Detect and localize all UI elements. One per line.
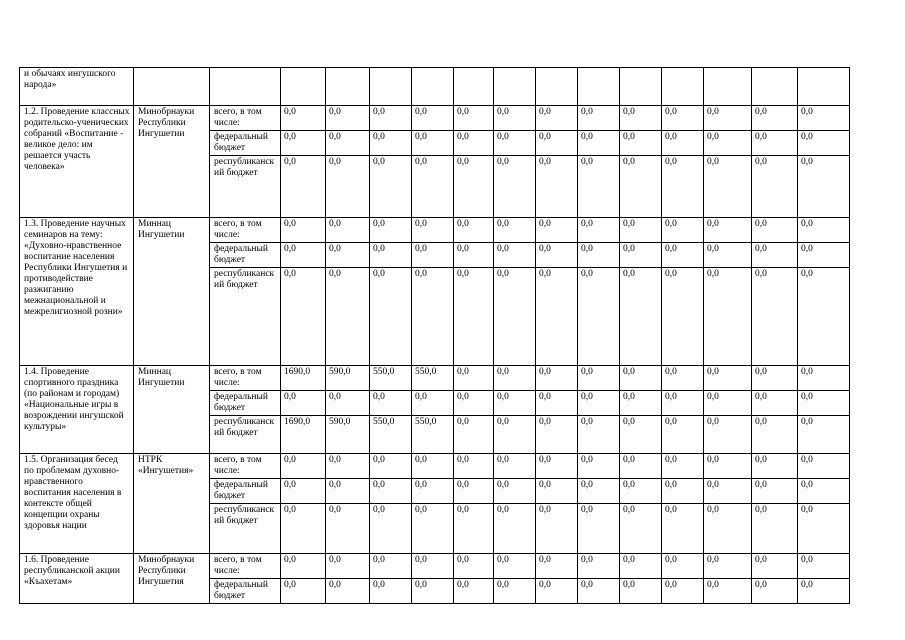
value-cell: 0,0 <box>494 454 536 479</box>
value-cell: 0,0 <box>704 554 752 579</box>
value-cell: 0,0 <box>578 391 620 416</box>
value-cell: 0,0 <box>536 268 578 366</box>
funding-source-cell: республиканский бюджет <box>210 156 281 218</box>
value-cell: 0,0 <box>578 243 620 268</box>
value-cell: 0,0 <box>536 454 578 479</box>
value-cell: 0,0 <box>412 554 454 579</box>
value-cell: 0,0 <box>578 366 620 391</box>
value-cell: 0,0 <box>798 106 850 131</box>
value-cell: 0,0 <box>536 156 578 218</box>
value-cell: 0,0 <box>798 479 850 504</box>
value-cell: 0,0 <box>662 218 704 243</box>
value-cell: 0,0 <box>662 106 704 131</box>
value-cell: 0,0 <box>536 579 578 604</box>
value-cell: 0,0 <box>798 416 850 454</box>
continued-name-cell: и обычаях ингушского народа» <box>20 68 134 106</box>
value-cell: 0,0 <box>536 479 578 504</box>
value-cell: 0,0 <box>704 268 752 366</box>
value-cell: 0,0 <box>620 218 662 243</box>
value-cell: 0,0 <box>662 391 704 416</box>
value-cell: 0,0 <box>620 454 662 479</box>
value-cell: 0,0 <box>798 268 850 366</box>
value-cell: 0,0 <box>326 243 370 268</box>
value-cell: 0,0 <box>370 106 412 131</box>
value-cell: 0,0 <box>281 554 326 579</box>
value-cell: 0,0 <box>370 479 412 504</box>
value-cell: 0,0 <box>620 554 662 579</box>
value-cell: 0,0 <box>326 579 370 604</box>
value-cell: 0,0 <box>662 554 704 579</box>
value-cell: 0,0 <box>281 131 326 156</box>
value-cell: 0,0 <box>578 156 620 218</box>
value-cell: 0,0 <box>620 504 662 554</box>
value-cell: 0,0 <box>370 504 412 554</box>
value-cell: 0,0 <box>620 268 662 366</box>
value-cell: 0,0 <box>578 479 620 504</box>
value-cell: 0,0 <box>281 504 326 554</box>
value-cell: 0,0 <box>798 156 850 218</box>
activity-name-cell: 1.5. Организация бесед по проблемам духовно-нравственного воспитания населения в контексте общей концепции охраны здоровья нации <box>20 454 134 554</box>
value-cell: 0,0 <box>578 454 620 479</box>
value-cell: 0,0 <box>752 479 798 504</box>
value-cell: 0,0 <box>370 579 412 604</box>
value-cell: 0,0 <box>578 106 620 131</box>
value-cell: 0,0 <box>752 366 798 391</box>
value-cell: 0,0 <box>662 243 704 268</box>
value-cell: 0,0 <box>370 243 412 268</box>
value-cell: 0,0 <box>620 131 662 156</box>
value-cell: 0,0 <box>704 243 752 268</box>
funding-source-cell: федеральный бюджет <box>210 479 281 504</box>
value-cell: 0,0 <box>494 479 536 504</box>
value-cell: 1690,0 <box>281 416 326 454</box>
value-cell: 0,0 <box>536 391 578 416</box>
empty-cell <box>536 68 578 106</box>
value-cell: 0,0 <box>752 416 798 454</box>
executor-cell: Миннац Ингушетии <box>134 366 210 454</box>
value-cell: 0,0 <box>370 268 412 366</box>
value-cell: 0,0 <box>752 243 798 268</box>
value-cell: 0,0 <box>620 579 662 604</box>
value-cell: 0,0 <box>536 416 578 454</box>
value-cell: 0,0 <box>752 554 798 579</box>
empty-cell <box>326 68 370 106</box>
value-cell: 0,0 <box>704 106 752 131</box>
value-cell: 0,0 <box>798 554 850 579</box>
value-cell: 0,0 <box>454 391 494 416</box>
value-cell: 0,0 <box>704 218 752 243</box>
value-cell: 0,0 <box>494 156 536 218</box>
funding-source-cell: федеральный бюджет <box>210 131 281 156</box>
value-cell: 0,0 <box>752 454 798 479</box>
value-cell: 0,0 <box>752 391 798 416</box>
empty-cell <box>494 68 536 106</box>
value-cell: 0,0 <box>281 106 326 131</box>
value-cell: 550,0 <box>370 416 412 454</box>
funding-source-cell: всего, в том числе: <box>210 454 281 479</box>
value-cell: 0,0 <box>494 554 536 579</box>
value-cell: 0,0 <box>370 218 412 243</box>
value-cell: 0,0 <box>578 554 620 579</box>
value-cell: 0,0 <box>798 243 850 268</box>
value-cell: 0,0 <box>620 243 662 268</box>
value-cell: 0,0 <box>536 243 578 268</box>
value-cell: 0,0 <box>454 479 494 504</box>
funding-source-cell: федеральный бюджет <box>210 391 281 416</box>
table-row <box>20 366 850 391</box>
value-cell: 0,0 <box>752 131 798 156</box>
value-cell: 0,0 <box>454 243 494 268</box>
value-cell: 0,0 <box>370 131 412 156</box>
empty-cell <box>210 68 281 106</box>
value-cell: 0,0 <box>578 131 620 156</box>
funding-source-cell: федеральный бюджет <box>210 243 281 268</box>
value-cell: 0,0 <box>281 268 326 366</box>
value-cell: 550,0 <box>412 366 454 391</box>
value-cell: 0,0 <box>536 366 578 391</box>
value-cell: 0,0 <box>752 268 798 366</box>
value-cell: 0,0 <box>798 504 850 554</box>
value-cell: 0,0 <box>326 106 370 131</box>
empty-cell <box>704 68 752 106</box>
value-cell: 0,0 <box>536 106 578 131</box>
funding-source-cell: всего, в том числе: <box>210 106 281 131</box>
value-cell: 0,0 <box>662 454 704 479</box>
value-cell: 0,0 <box>494 243 536 268</box>
value-cell: 0,0 <box>412 479 454 504</box>
value-cell: 0,0 <box>704 479 752 504</box>
value-cell: 0,0 <box>494 416 536 454</box>
value-cell: 0,0 <box>326 391 370 416</box>
value-cell: 0,0 <box>662 479 704 504</box>
value-cell: 0,0 <box>370 391 412 416</box>
value-cell: 0,0 <box>578 416 620 454</box>
value-cell: 0,0 <box>412 268 454 366</box>
budget-table <box>19 67 850 604</box>
empty-cell <box>798 68 850 106</box>
empty-cell <box>454 68 494 106</box>
value-cell: 0,0 <box>326 554 370 579</box>
value-cell: 0,0 <box>326 131 370 156</box>
funding-source-cell: республиканский бюджет <box>210 268 281 366</box>
value-cell: 0,0 <box>412 579 454 604</box>
value-cell: 0,0 <box>704 156 752 218</box>
empty-cell <box>134 68 210 106</box>
value-cell: 0,0 <box>752 504 798 554</box>
value-cell: 0,0 <box>578 218 620 243</box>
value-cell: 0,0 <box>412 243 454 268</box>
value-cell: 0,0 <box>494 504 536 554</box>
value-cell: 0,0 <box>326 479 370 504</box>
value-cell: 0,0 <box>662 268 704 366</box>
value-cell: 0,0 <box>704 416 752 454</box>
value-cell: 0,0 <box>326 268 370 366</box>
value-cell: 0,0 <box>370 156 412 218</box>
table-row <box>20 106 850 131</box>
funding-source-cell: федеральный бюджет <box>210 579 281 604</box>
value-cell: 0,0 <box>620 156 662 218</box>
value-cell: 0,0 <box>704 391 752 416</box>
value-cell: 0,0 <box>281 579 326 604</box>
value-cell: 0,0 <box>662 131 704 156</box>
empty-cell <box>662 68 704 106</box>
value-cell: 590,0 <box>326 366 370 391</box>
empty-cell <box>412 68 454 106</box>
value-cell: 0,0 <box>536 504 578 554</box>
value-cell: 0,0 <box>281 156 326 218</box>
empty-cell <box>752 68 798 106</box>
value-cell: 0,0 <box>281 391 326 416</box>
value-cell: 0,0 <box>454 454 494 479</box>
value-cell: 0,0 <box>620 391 662 416</box>
value-cell: 0,0 <box>752 218 798 243</box>
value-cell: 0,0 <box>798 579 850 604</box>
value-cell: 0,0 <box>494 218 536 243</box>
activity-name-cell: 1.4. Проведение спортивного праздника (по районам и городам) «Национальные игры в возрождении ингушской культуры» <box>20 366 134 454</box>
value-cell: 0,0 <box>281 243 326 268</box>
value-cell: 0,0 <box>798 366 850 391</box>
value-cell: 0,0 <box>578 504 620 554</box>
value-cell: 0,0 <box>412 156 454 218</box>
empty-cell <box>281 68 326 106</box>
value-cell: 0,0 <box>370 554 412 579</box>
value-cell: 0,0 <box>326 454 370 479</box>
empty-cell <box>370 68 412 106</box>
value-cell: 0,0 <box>704 366 752 391</box>
value-cell: 0,0 <box>662 366 704 391</box>
table-row <box>20 218 850 243</box>
value-cell: 0,0 <box>454 579 494 604</box>
value-cell: 1690,0 <box>281 366 326 391</box>
value-cell: 0,0 <box>326 156 370 218</box>
activity-name-cell: 1.2. Проведение классных родительско-ученических собраний «Воспитание - великое дело: им решается участь человека» <box>20 106 134 218</box>
value-cell: 0,0 <box>752 106 798 131</box>
value-cell: 0,0 <box>412 218 454 243</box>
value-cell: 0,0 <box>326 504 370 554</box>
empty-cell <box>620 68 662 106</box>
value-cell: 0,0 <box>412 391 454 416</box>
funding-source-cell: всего, в том числе: <box>210 218 281 243</box>
value-cell: 0,0 <box>752 156 798 218</box>
value-cell: 0,0 <box>704 131 752 156</box>
value-cell: 0,0 <box>281 218 326 243</box>
value-cell: 0,0 <box>620 479 662 504</box>
value-cell: 0,0 <box>704 579 752 604</box>
value-cell: 0,0 <box>412 131 454 156</box>
funding-source-cell: республиканский бюджет <box>210 416 281 454</box>
value-cell: 0,0 <box>798 391 850 416</box>
value-cell: 0,0 <box>536 131 578 156</box>
value-cell: 550,0 <box>370 366 412 391</box>
funding-source-cell: всего, в том числе: <box>210 366 281 391</box>
value-cell: 0,0 <box>620 106 662 131</box>
value-cell: 0,0 <box>662 156 704 218</box>
value-cell: 0,0 <box>454 268 494 366</box>
table-row <box>20 454 850 479</box>
activity-name-cell: 1.6. Проведение республиканской акции «Къахетам» <box>20 554 134 604</box>
funding-source-cell: всего, в том числе: <box>210 554 281 579</box>
value-cell: 0,0 <box>494 366 536 391</box>
table-body <box>20 68 850 604</box>
value-cell: 0,0 <box>536 218 578 243</box>
value-cell: 0,0 <box>620 416 662 454</box>
value-cell: 0,0 <box>454 554 494 579</box>
value-cell: 0,0 <box>798 131 850 156</box>
value-cell: 0,0 <box>370 454 412 479</box>
value-cell: 0,0 <box>454 416 494 454</box>
value-cell: 0,0 <box>494 268 536 366</box>
value-cell: 0,0 <box>494 579 536 604</box>
value-cell: 0,0 <box>798 218 850 243</box>
value-cell: 0,0 <box>578 579 620 604</box>
value-cell: 0,0 <box>412 106 454 131</box>
value-cell: 550,0 <box>412 416 454 454</box>
executor-cell: Миннац Ингушетии <box>134 218 210 366</box>
value-cell: 0,0 <box>412 504 454 554</box>
value-cell: 0,0 <box>494 106 536 131</box>
table-row <box>20 554 850 579</box>
value-cell: 0,0 <box>454 156 494 218</box>
executor-cell: НТРК «Ингушетия» <box>134 454 210 554</box>
value-cell: 0,0 <box>536 554 578 579</box>
value-cell: 0,0 <box>578 268 620 366</box>
value-cell: 0,0 <box>494 391 536 416</box>
value-cell: 0,0 <box>494 131 536 156</box>
value-cell: 0,0 <box>454 218 494 243</box>
empty-cell <box>578 68 620 106</box>
funding-source-cell: республиканский бюджет <box>210 504 281 554</box>
value-cell: 0,0 <box>662 416 704 454</box>
value-cell: 0,0 <box>752 579 798 604</box>
activity-name-cell: 1.3. Проведение научных семинаров на тему: «Духовно-нравственное воспитание населения Республики Ингушетия и противодействие разжиганию межнациональной и межрелигиозной розни» <box>20 218 134 366</box>
value-cell: 0,0 <box>454 131 494 156</box>
value-cell: 0,0 <box>662 504 704 554</box>
value-cell: 0,0 <box>620 366 662 391</box>
value-cell: 0,0 <box>412 454 454 479</box>
value-cell: 0,0 <box>454 366 494 391</box>
value-cell: 0,0 <box>454 106 494 131</box>
value-cell: 0,0 <box>454 504 494 554</box>
value-cell: 0,0 <box>798 454 850 479</box>
executor-cell: Минобрнауки Республики Ингушетия <box>134 554 210 604</box>
value-cell: 0,0 <box>281 454 326 479</box>
value-cell: 0,0 <box>662 579 704 604</box>
value-cell: 0,0 <box>281 479 326 504</box>
continuation-row <box>20 68 850 106</box>
value-cell: 0,0 <box>704 454 752 479</box>
value-cell: 0,0 <box>704 504 752 554</box>
executor-cell: Минобрнауки Республики Ингушетии <box>134 106 210 218</box>
value-cell: 590,0 <box>326 416 370 454</box>
value-cell: 0,0 <box>326 218 370 243</box>
